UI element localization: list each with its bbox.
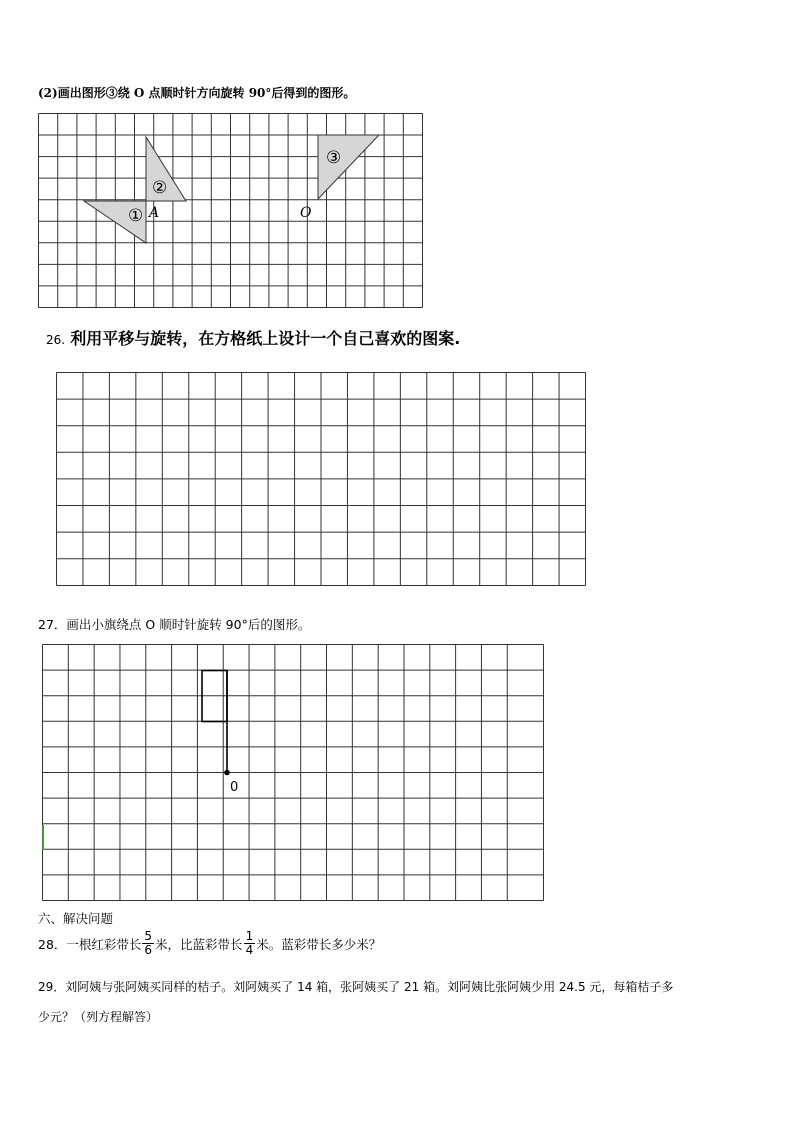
q28-line — [38, 930, 381, 957]
q26-text: 利用平移与旋转，在方格纸上设计一个自己喜欢的图案. — [70, 329, 461, 348]
label-2: ② — [152, 178, 168, 198]
grid-lines-q26 — [57, 373, 586, 586]
grid-lines-q27 — [43, 645, 544, 901]
point-o — [224, 770, 230, 776]
q28-fraction-1 — [142, 930, 154, 957]
point-a-label: A — [149, 205, 160, 221]
q28-frac2-num: 1 — [245, 929, 254, 943]
grid-q27[interactable] — [42, 644, 545, 902]
q29-line-1: 29．刘阿姨与张阿姨买同样的桔子。刘阿姨买了 14 箱，张阿姨买了 21 箱。刘阿姨比张阿姨少用 24.5 元，每箱桔子多 — [38, 980, 674, 994]
q28-frac1-den: 6 — [144, 943, 153, 957]
q28-fraction-2 — [244, 930, 256, 957]
q28-mid: 米，比蓝彩带长 — [155, 936, 243, 952]
label-3: ③ — [326, 148, 342, 168]
point-o-label: 0 — [230, 780, 239, 795]
q26-number: 26. — [46, 333, 66, 347]
section-6-title: 六、解决问题 — [38, 911, 114, 926]
q28-frac1-num: 5 — [144, 929, 153, 943]
label-1: ① — [128, 206, 144, 226]
q27-text: 27．画出小旗绕点 O 顺时针旋转 90°后的图形。 — [38, 617, 311, 632]
grid-q26[interactable] — [56, 372, 587, 587]
q28-frac2-den: 4 — [245, 943, 254, 957]
q28-prefix: 28．一根红彩带长 — [38, 936, 142, 952]
point-o-label: O — [300, 205, 312, 221]
q26-line — [46, 326, 460, 349]
q28-suffix: 米。蓝彩带长多少米？ — [256, 936, 382, 952]
q29-line-2: 少元？（列方程解答） — [38, 1010, 159, 1024]
grid-q25[interactable] — [38, 113, 424, 309]
q25-part2-text: (2)画出图形③绕 O 点顺时针方向旋转 90°后得到的图形。 — [38, 86, 356, 100]
